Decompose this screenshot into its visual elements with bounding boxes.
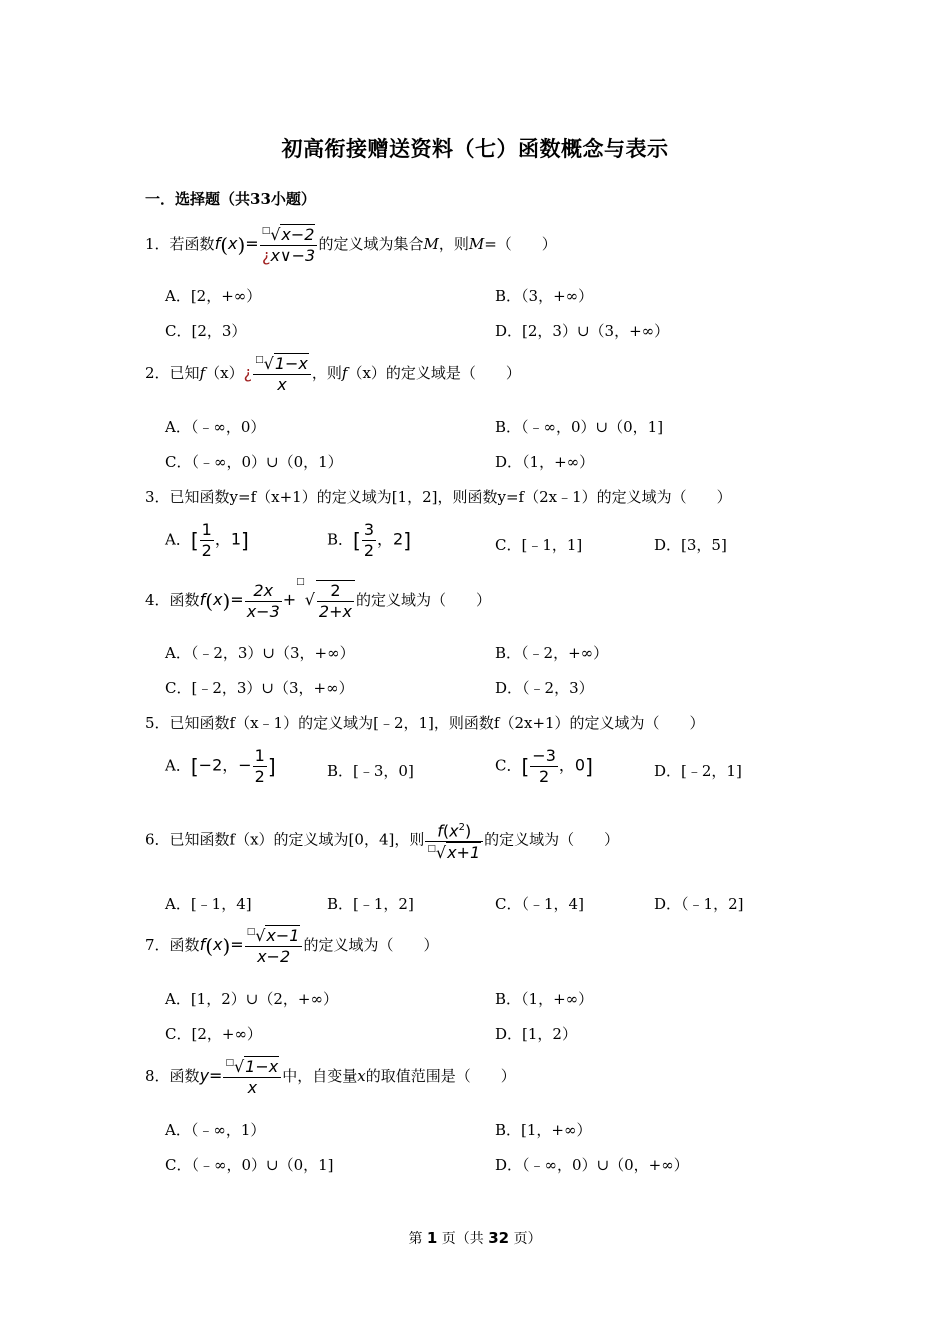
fraction: $\frac{f(x^2)}{^□√x+1}$ — [425, 818, 483, 863]
question-1: 1．若函数f(x)= $\frac{^□√x-2}{¿x\vee-3}$ 的定义域为集合M，则M=（ ） — [145, 225, 557, 265]
q5-option-c[interactable]: C．[ $\frac{-3}{2}$ ，0] — [495, 746, 593, 786]
q6-option-a[interactable]: A．[﹣1，4] — [165, 895, 252, 913]
q4-option-c[interactable]: C．[﹣2，3）∪（3，+∞） — [165, 679, 354, 697]
q8-option-d[interactable]: D．（﹣∞，0）∪（0，+∞） — [495, 1156, 689, 1174]
q5-option-b[interactable]: B．[﹣3，0] — [327, 762, 414, 780]
fraction: $\frac{^□√x-2}{¿x\vee-3}$ — [260, 224, 318, 266]
q7-option-c[interactable]: C．[2，+∞） — [165, 1025, 262, 1043]
fraction: $\frac{^□√x-1}{x-2}$ — [245, 925, 303, 967]
question-2: 2．已知f（x）¿ $\frac{^□√1-x}{x}$ ，则f（x）的定义域是（ ） — [145, 354, 521, 394]
q7-option-d[interactable]: D．[1，2） — [495, 1025, 577, 1043]
q3-option-d[interactable]: D．[3，5] — [654, 536, 727, 554]
q2-option-a[interactable]: A．（﹣∞，0） — [165, 418, 266, 436]
q2-option-c[interactable]: C．（﹣∞，0）∪（0，1） — [165, 453, 343, 471]
q1-option-b[interactable]: B．（3，+∞） — [495, 287, 594, 305]
q8-option-c[interactable]: C．（﹣∞，0）∪（0，1] — [165, 1156, 334, 1174]
q2-option-b[interactable]: B．（﹣∞，0）∪（0，1] — [495, 418, 664, 436]
page-title: 初高衔接赠送资料（七）函数概念与表示 — [281, 136, 669, 161]
question-5: 5．已知函数f（x﹣1）的定义域为[﹣2，1]，则函数f（2x+1）的定义域为（ ） — [145, 714, 705, 732]
q3-option-b[interactable]: B．[ $\frac{3}{2}$ ，2] — [327, 520, 412, 560]
page-number: 1 — [426, 1229, 438, 1247]
q8-option-a[interactable]: A．（﹣∞，1） — [165, 1121, 266, 1139]
q7-option-b[interactable]: B．（1，+∞） — [495, 990, 594, 1008]
q3-option-a[interactable]: A．[ $\frac{1}{2}$ ，1] — [165, 520, 249, 560]
section-heading: 一．选择题（共33小题） — [145, 190, 316, 208]
q1-option-d[interactable]: D．[2，3）∪（3，+∞） — [495, 322, 670, 340]
q5-option-d[interactable]: D．[﹣2，1] — [654, 762, 742, 780]
question-6: 6．已知函数f（x）的定义域为[0，4]，则 $\frac{f(x^2)}{^□√x+1}$ 的定义域为（ ） — [145, 818, 619, 863]
q4-option-b[interactable]: B．（﹣2，+∞） — [495, 644, 609, 662]
q1-option-c[interactable]: C．[2，3） — [165, 322, 247, 340]
question-4: 4．函数f(x)= $\frac{2x}{x-3}$ +□√ $\frac{2}{2+x}$ 的定义域为（ ） — [145, 577, 491, 621]
question-7: 7．函数f(x)= $\frac{^□√x-1}{x-2}$ 的定义域为（ ） — [145, 926, 439, 966]
q6-option-d[interactable]: D．（﹣1，2] — [654, 895, 744, 913]
q4-option-d[interactable]: D．（﹣2，3） — [495, 679, 594, 697]
q4-option-a[interactable]: A．（﹣2，3）∪（3，+∞） — [165, 644, 355, 662]
q6-option-c[interactable]: C．（﹣1，4] — [495, 895, 584, 913]
question-8: 8．函数y= $\frac{^□√1-x}{x}$ 中，自变量x的取值范围是（ ） — [145, 1057, 516, 1097]
question-3: 3．已知函数y=f（x+1）的定义域为[1，2]，则函数y=f（2x﹣1）的定义域为（ ） — [145, 488, 732, 506]
page-footer: 第 1 页（共 32 页） — [408, 1229, 542, 1247]
q6-option-b[interactable]: B．[﹣1，2] — [327, 895, 414, 913]
q8-option-b[interactable]: B．[1，+∞） — [495, 1121, 592, 1139]
fraction: $\frac{^□√1-x}{x}$ — [253, 353, 311, 395]
q7-option-a[interactable]: A．[1，2）∪（2，+∞） — [165, 990, 338, 1008]
fraction: $\frac{^□√1-x}{x}$ — [223, 1056, 281, 1098]
q2-option-d[interactable]: D．（1，+∞） — [495, 453, 595, 471]
page-total: 32 — [488, 1229, 510, 1247]
q5-option-a[interactable]: A．[−2，− $\frac{1}{2}$ ] — [165, 746, 276, 786]
q3-option-c[interactable]: C．[﹣1，1] — [495, 536, 583, 554]
q1-option-a[interactable]: A．[2，+∞） — [165, 287, 262, 305]
